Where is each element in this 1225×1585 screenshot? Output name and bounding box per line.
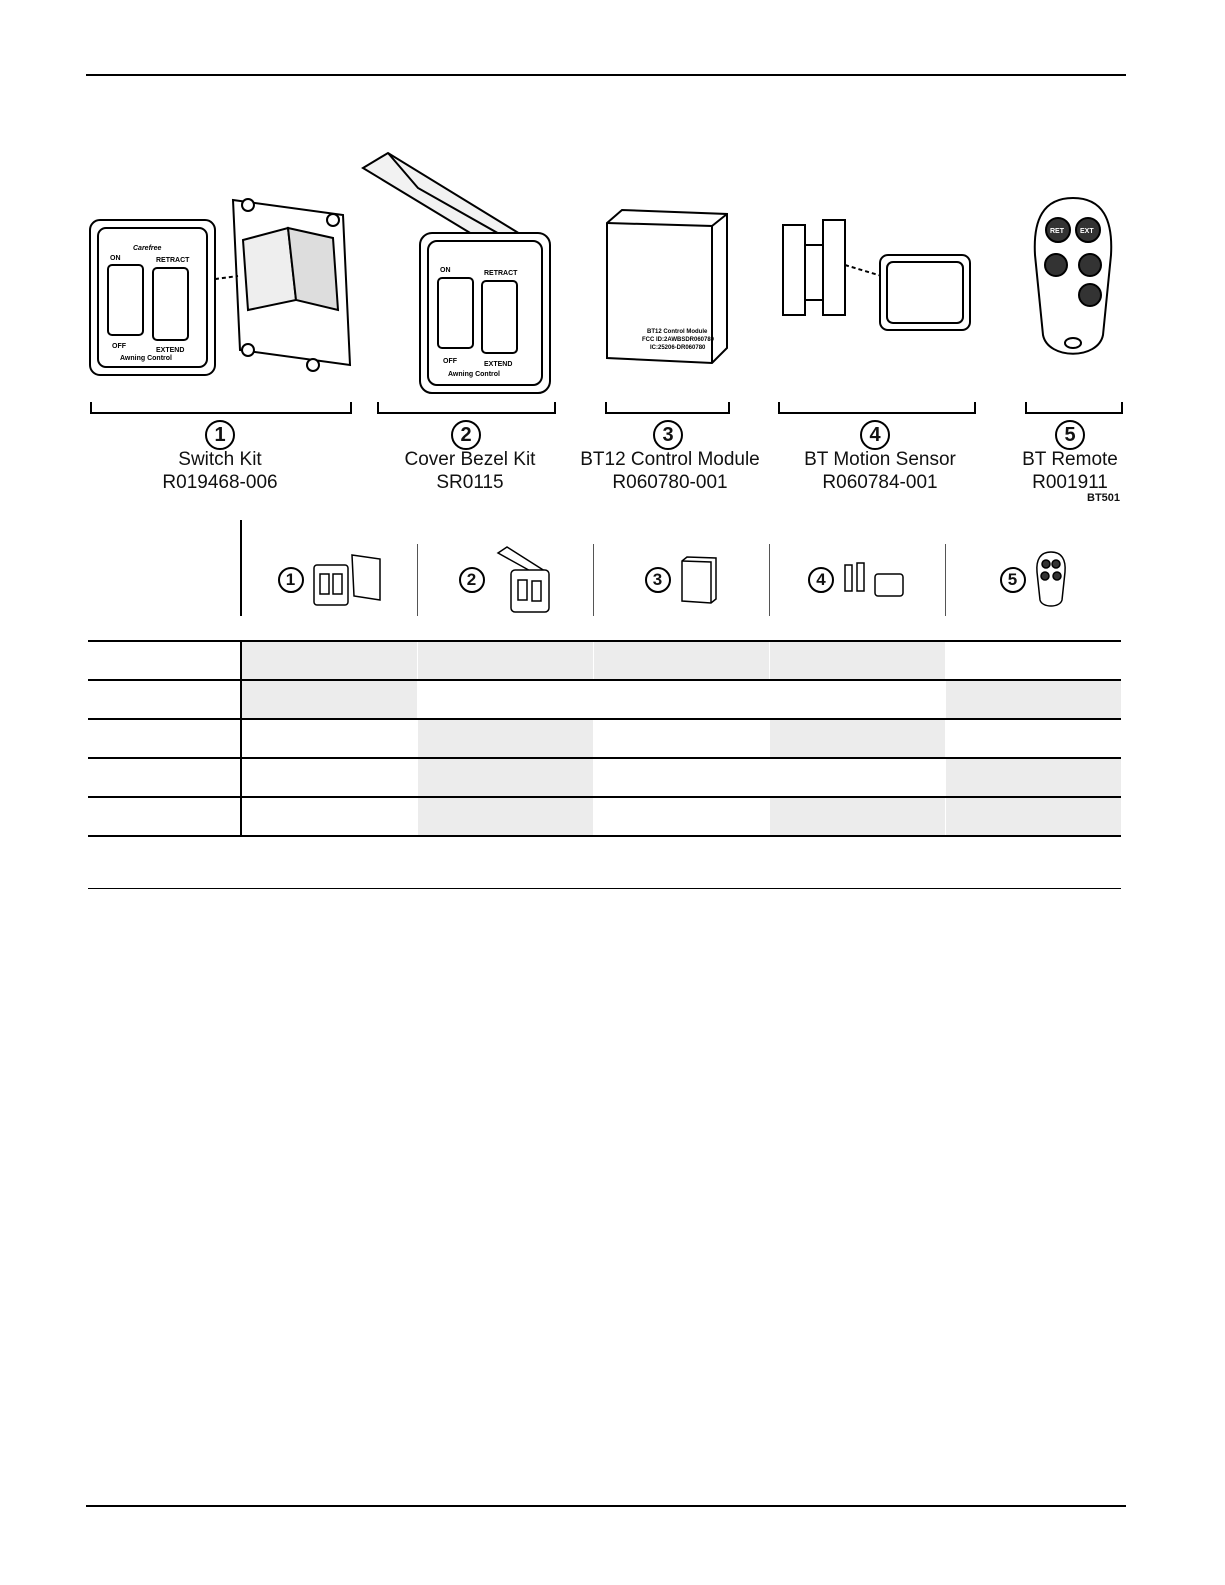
thumb-1-number: 1 [278,567,304,593]
switch-title-label: Awning Control [120,355,172,362]
thumb-part-1 [242,544,417,616]
table-cell [946,681,1121,718]
table-header-thumbnails [88,520,1121,616]
switch-on-label: ON [110,255,121,262]
table-cell [770,681,945,718]
part-5-bracket [1025,402,1123,414]
part-3-number: 3 [653,420,683,450]
part-5-number: 5 [1055,420,1085,450]
bezel-on-label: ON [440,267,451,274]
table-row [88,757,1121,796]
remote-illustration [1028,195,1118,365]
table-cell [418,798,593,835]
table-cell [418,642,593,679]
bezel-retract-label: RETRACT [484,270,518,277]
thumb-part-2 [418,544,593,616]
figure-code: BT501 [1087,492,1121,504]
row-label [88,642,240,679]
part-3-label [570,448,770,494]
part-3-name: BT12 Control Module [580,449,760,470]
thumb-part-5 [946,544,1121,616]
remote-ret-label: RET [1050,228,1064,235]
components-figure [80,140,1140,520]
thumb-4-number: 4 [808,567,834,593]
part-5-name: BT Remote [1022,449,1118,470]
table-cell [770,759,945,796]
row-label [88,798,240,835]
table-row [88,679,1121,718]
part-5-code: R001911 [1032,472,1108,493]
cover-bezel-illustration [358,148,558,398]
top-rule [86,74,1126,76]
compatibility-table [88,520,1121,616]
part-1-bracket [90,402,352,414]
thumb-part-3 [594,544,769,616]
table-cell [946,720,1121,757]
table-cell [242,720,417,757]
table-cell [946,642,1121,679]
module-label-2: FCC ID:2AWBSDR060780 [642,337,715,343]
part-2-code: SR0115 [436,472,504,493]
table-row [88,640,1121,679]
table-cell [770,642,945,679]
row-label [88,720,240,757]
table-cell [418,759,593,796]
table-cell [594,798,769,835]
part-2-number: 2 [451,420,481,450]
table-cell [242,759,417,796]
table-cell [770,798,945,835]
module-label-3: IC:25206-DR060780 [650,345,706,351]
part-4-bracket [778,402,976,414]
part-1-code: R019468-006 [162,472,278,493]
part-4-number: 4 [860,420,890,450]
part-1-name: Switch Kit [178,449,262,470]
part-3-code: R060780-001 [612,472,728,493]
table-row [88,718,1121,757]
motion-sensor-thumb-icon [842,560,907,600]
table-cell [242,798,417,835]
table-cell [418,681,593,718]
thumb-3-number: 3 [645,567,671,593]
part-2-bracket [377,402,556,414]
part-2-name: Cover Bezel Kit [404,449,536,470]
control-module-thumb-icon [679,555,719,605]
part-2-label [380,448,560,494]
thumb-part-4 [770,544,945,616]
module-label-1: BT12 Control Module [647,329,708,335]
row-label [88,759,240,796]
part-1-number: 1 [205,420,235,450]
switch-extend-label: EXTEND [156,347,185,354]
table-cell [594,642,769,679]
control-module-illustration [602,208,732,368]
switch-off-label: OFF [112,343,126,350]
switch-brand-label: Carefree [133,245,162,252]
row-label [88,681,240,718]
table-cell [418,720,593,757]
bezel-title-label: Awning Control [448,371,500,378]
switch-kit-thumb-icon [312,550,382,610]
remote-ext-label: EXT [1080,228,1094,235]
bezel-extend-label: EXTEND [484,361,513,368]
table-cell [946,798,1121,835]
table-cell [594,720,769,757]
part-4-name: BT Motion Sensor [804,449,956,470]
table-cell [770,720,945,757]
part-3-bracket [605,402,730,414]
table-cell [946,759,1121,796]
table-cell [242,681,417,718]
table-cell [242,642,417,679]
table-cell [594,681,769,718]
section-rule [88,888,1121,889]
table-cell [594,759,769,796]
cover-bezel-thumb-icon [493,545,553,615]
switch-kit-illustration [88,180,358,390]
motion-sensor-illustration [775,215,985,355]
switch-retract-label: RETRACT [156,257,190,264]
part-5-label [1005,448,1135,494]
bottom-rule [86,1505,1126,1507]
thumb-2-number: 2 [459,567,485,593]
remote-thumb-icon [1034,550,1068,610]
part-1-label [130,448,310,494]
part-4-label [780,448,980,494]
table-row [88,796,1121,837]
table-grid [88,640,1121,837]
thumb-5-number: 5 [1000,567,1026,593]
bezel-off-label: OFF [443,358,457,365]
part-4-code: R060784-001 [822,472,938,493]
